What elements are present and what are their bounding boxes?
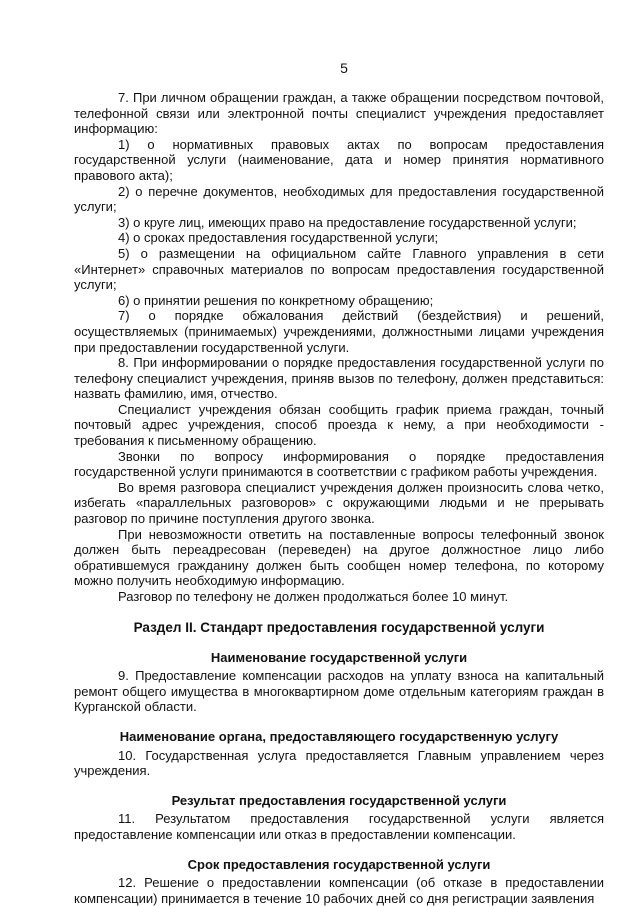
paragraph: При невозможности ответить на поставленные вопросы телефонный звонок должен быть переадресован (переведен) на другое должностное лицо либо обратившемуся гражданину должен быть сообщен номер телефона, по которому можно получить необходимую информацию. [74,526,604,589]
paragraph: 6) о принятии решения по конкретному обращению; [118,292,434,308]
paragraph: 3) о круге лиц, имеющих право на предоставление государственной услуги; [118,214,577,230]
paragraph: Разговор по телефону не должен продолжаться более 10 минут. [118,589,509,604]
document-body [74,90,604,906]
subsection-heading: Наименование органа, предоставляющего государственную услугу [119,728,559,744]
paragraph: 12. Решение о предоставлении компенсации (об отказе в предоставлении компенсации) принимается в течение 10 рабочих дней со дня регистрации заявления [74,875,604,906]
paragraph: 7) о порядке обжалования действий (бездействия) и решений, осуществляемых (принимаемых) учреждениями, должностными лицами учреждения при предоставлении государственной услуги. [74,308,604,355]
paragraph: 10. Государственная услуга предоставляется Главным управлением через учреждения. [74,747,604,779]
paragraph: Специалист учреждения обязан сообщить график приема граждан, точный почтовый адрес учреждения, способ проезда к нему, а при необходимости - требования к письменному обращению. [74,401,604,449]
paragraph: 9. Предоставление компенсации расходов на уплату взноса на капитальный ремонт общего имущества в многоквартирном доме отдельным категориям граждан в Курганской области. [74,668,604,715]
paragraph: 5) о размещении на официальном сайте Главного управления в сети «Интернет» справочных материалов по вопросам предоставления государственной услуги; [74,245,604,293]
paragraph: 8. При информировании о порядке предоставления государственной услуги по телефону специалист учреждения, приняв вызов по телефону, должен представиться: назвать фамилию, имя, отчество. [74,355,604,402]
paragraph: 4) о сроках предоставления государственной услуги; [118,230,439,246]
paragraph: 2) о перечне документов, необходимых для предоставления государственной услуги; [74,183,604,215]
paragraph: 7. При личном обращении граждан, а также обращении посредством почтовой, телефонной связи или электронной почты специалист учреждения предоставляет информацию: [74,90,604,137]
paragraph: Во время разговора специалист учреждения должен произносить слова четко, избегать «параллельных разговоров» с окружающими людьми и не прерывать разговор по причине поступления другого звонка. [74,479,604,527]
subsection-heading: Результат предоставления государственной услуги [171,792,507,808]
paragraph: 11. Результатом предоставления государственной услуги является предоставление компенсации или отказ в предоставлении компенсации. [74,811,604,842]
paragraph: 1) о нормативных правовых актах по вопросам предоставления государственной услуги (наименование, дата и номер принятия нормативного правового акта); [74,136,604,183]
subsection-heading: Срок предоставления государственной услуги [187,856,491,872]
section-heading: Раздел II. Стандарт предоставления государственной услуги [133,619,545,635]
page-number: 5 [340,60,348,76]
paragraph: Звонки по вопросу информирования о порядке предоставления государственной услуги принимаются в соответствии с графиком работы учреждения. [74,448,604,480]
subsection-heading: Наименование государственной услуги [210,649,468,665]
